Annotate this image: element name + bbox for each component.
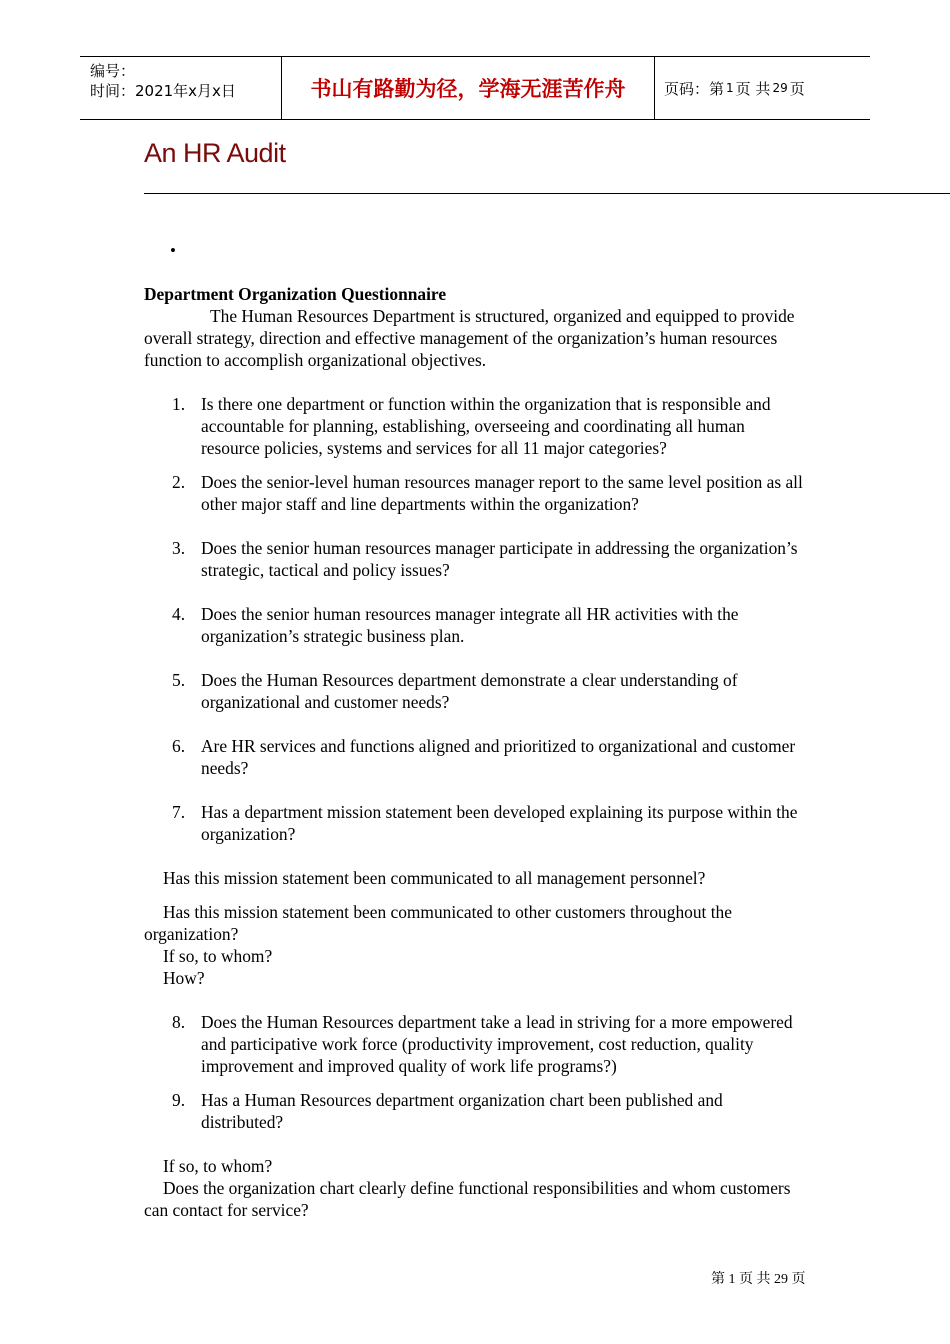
time-label: 时间：2021年x月x日 — [90, 82, 236, 100]
question-item — [144, 1089, 804, 1133]
question-item — [144, 735, 804, 779]
empty-bullet: • — [170, 241, 176, 260]
question-number: 4. — [172, 604, 186, 624]
question-text: Does the senior human resources manager participate in addressing the organization’s strategic, tactical and policy issues? — [201, 538, 798, 580]
page-prefix: 页码：第 — [664, 79, 725, 98]
question-item — [144, 669, 804, 713]
footer-prefix: 第 — [711, 1272, 725, 1287]
footer-total: 29 — [774, 1272, 788, 1287]
page-suffix: 页 — [789, 79, 805, 98]
page-header — [80, 56, 870, 120]
question-text: Are HR services and functions aligned and prioritized to organizational and customer needs? — [201, 736, 796, 778]
question-item — [144, 603, 804, 647]
header-page-number — [664, 57, 805, 119]
followup-question: Does the organization chart clearly define functional responsibilities and whom customers can contact for service? — [144, 1178, 791, 1220]
followup-question: Has this mission statement been communicated to other customers throughout the organization? — [144, 902, 732, 944]
question-number: 9. — [172, 1090, 186, 1110]
question-text: Has a department mission statement been developed explaining its purpose within the organization? — [201, 802, 798, 844]
question-text: Does the Human Resources department demonstrate a clear understanding of organizational and customer needs? — [201, 670, 738, 712]
section-heading: Department Organization Questionnaire — [144, 284, 447, 304]
followup-question: Has this mission statement been communicated to all management personnel? — [163, 868, 706, 888]
question-list — [144, 1011, 804, 1133]
followup-question: If so, to whom? — [163, 946, 273, 966]
question-number: 2. — [172, 472, 186, 492]
footer-suffix: 页 — [791, 1272, 806, 1287]
question-text: Is there one department or function within the organization that is responsible and accountable for planning, establishing, overseeing and coordinating all human resource policies, systems and services for all 11 major categories? — [201, 394, 771, 458]
page-current: 1 — [726, 81, 734, 95]
question-number: 8. — [172, 1012, 186, 1032]
page-footer — [711, 1268, 806, 1288]
page-total: 29 — [772, 81, 788, 95]
page-mid: 页 共 — [735, 79, 771, 98]
question-text: Does the Human Resources department take a lead in striving for a more empowered and participative work force (productivity improvement, cost reduction, quality improvement and improved quality of work life programs?) — [201, 1012, 793, 1076]
question-item — [144, 471, 804, 515]
footer-current: 1 — [728, 1272, 736, 1287]
document-title: An HR Audit — [144, 138, 286, 168]
question-text: Has a Human Resources department organization chart been published and distributed? — [201, 1090, 723, 1132]
question-item — [144, 537, 804, 581]
title-rule — [144, 193, 950, 194]
header-divider — [654, 57, 655, 119]
question-text: Does the senior-level human resources manager report to the same level position as all other major staff and line departments within the organization? — [201, 472, 803, 514]
intro-paragraph: The Human Resources Department is structured, organized and equipped to provide overall strategy, direction and effective management of the organization’s human resources function to accomplish organizational objectives. — [144, 306, 795, 370]
question-number: 6. — [172, 736, 186, 756]
question-item — [144, 1011, 804, 1077]
header-motto: 书山有路勤为径，学海无涯苦作舟 — [310, 77, 626, 101]
question-text: Does the senior human resources manager integrate all HR activities with the organization’s strategic business plan. — [201, 604, 739, 646]
serial-number-label: 编号： — [90, 62, 136, 80]
question-number: 1. — [172, 394, 186, 414]
question-number: 7. — [172, 802, 186, 822]
header-meta — [90, 61, 236, 101]
followup-question: If so, to whom? — [163, 1156, 273, 1176]
question-number: 5. — [172, 670, 186, 690]
question-number: 3. — [172, 538, 186, 558]
document-body — [144, 283, 804, 1221]
question-item — [144, 393, 804, 459]
question-item — [144, 801, 804, 845]
followup-question: How? — [163, 968, 205, 988]
footer-mid: 页 共 — [739, 1272, 771, 1287]
question-list — [144, 393, 804, 845]
